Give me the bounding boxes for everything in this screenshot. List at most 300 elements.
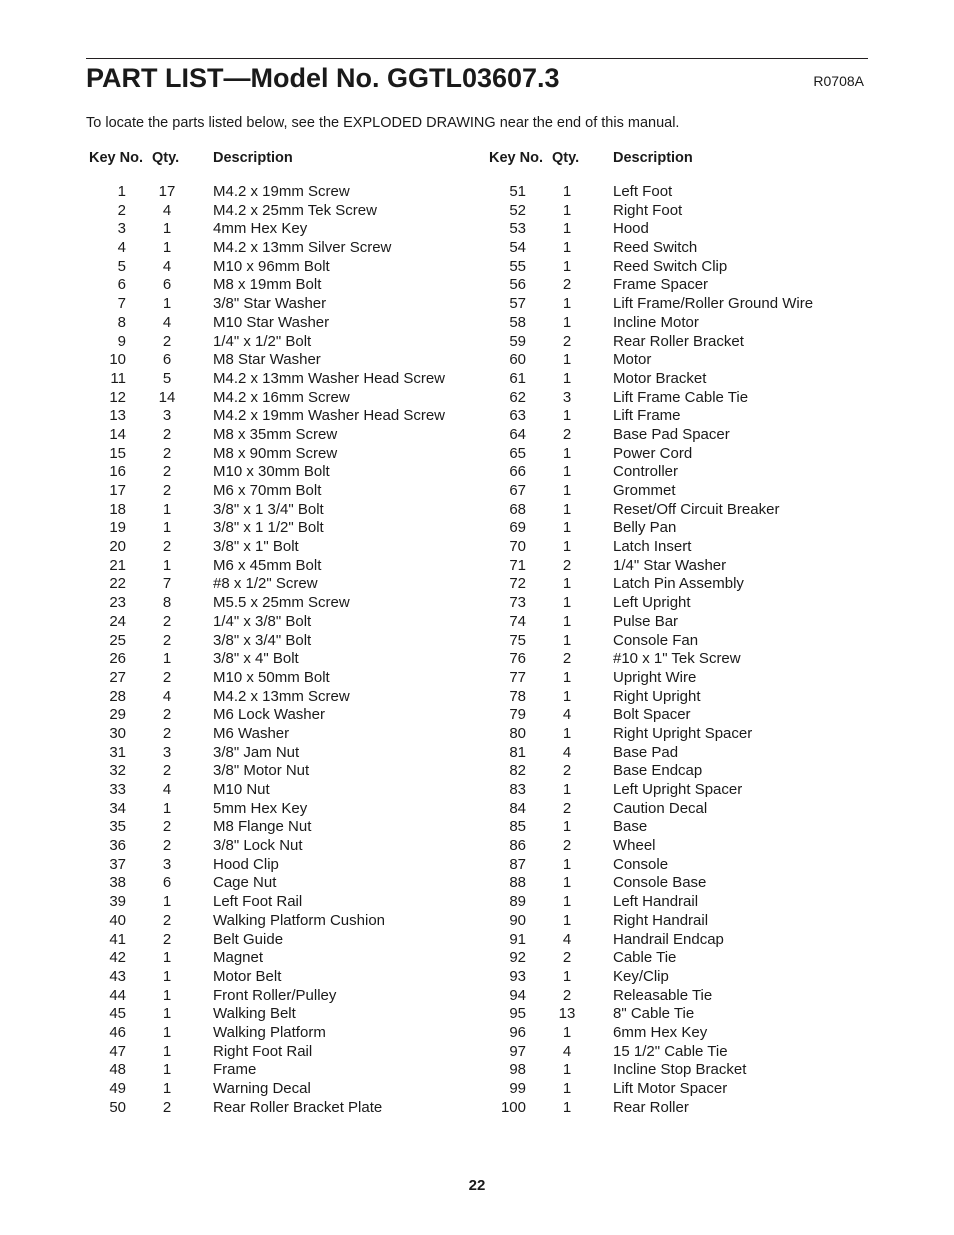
part-row: [400, 837, 880, 856]
part-quantity: 2: [162, 724, 172, 742]
part-description: Left Upright: [613, 594, 691, 612]
part-description: Motor Belt: [213, 967, 282, 985]
part-row: [400, 856, 880, 875]
part-quantity: 1: [162, 220, 172, 238]
part-key-number: 88: [509, 874, 526, 892]
part-description: M4.2 x 13mm Silver Screw: [213, 239, 392, 257]
intro-text: To locate the parts listed below, see the EXPLODED DRAWING near the end of this manual.: [86, 115, 680, 131]
part-description: #10 x 1" Tek Screw: [613, 650, 741, 668]
part-description: Base Endcap: [613, 762, 703, 780]
part-description: Controller: [613, 463, 679, 481]
part-description: Right Handrail: [613, 911, 709, 929]
part-key-number: 92: [509, 949, 526, 967]
part-quantity: 1: [162, 500, 172, 518]
part-key-number: 85: [509, 818, 526, 836]
part-description: 1/4" Star Washer: [613, 556, 727, 574]
part-row: [400, 987, 880, 1006]
part-key-number: 24: [109, 612, 126, 630]
part-quantity: 1: [562, 313, 572, 331]
part-description: M10 Nut: [213, 781, 270, 798]
part-quantity: 1: [162, 295, 172, 313]
part-quantity: 1: [562, 463, 572, 481]
part-row: [400, 463, 880, 482]
part-key-number: 76: [509, 650, 526, 668]
part-key-number: 40: [109, 911, 126, 929]
part-key-number: 60: [509, 351, 526, 369]
part-description: Reed Switch Clip: [613, 257, 728, 275]
part-description: Walking Belt: [213, 1005, 296, 1023]
part-quantity: 1: [562, 575, 572, 593]
part-quantity: 2: [162, 425, 172, 443]
part-description: M4.2 x 16mm Screw: [213, 388, 350, 406]
part-key-number: 90: [509, 911, 526, 929]
part-description: Cage Nut: [213, 874, 277, 892]
part-key-number: 18: [109, 500, 126, 518]
part-key-number: 77: [509, 668, 526, 686]
part-description: Rear Roller Bracket Plate: [213, 1098, 383, 1116]
part-key-number: 32: [109, 762, 126, 780]
part-description: 3/8" x 1 3/4" Bolt: [213, 500, 324, 518]
part-quantity: 3: [162, 743, 172, 761]
part-quantity: 2: [162, 444, 172, 462]
part-description: Lift Frame: [613, 407, 681, 425]
column-header-description: Description: [213, 150, 293, 166]
parts-list-right: [400, 183, 880, 1117]
part-description: Rear Roller Bracket: [613, 332, 744, 350]
part-key-number: 39: [109, 893, 126, 911]
column-header-key: Key No.: [489, 150, 543, 166]
part-key-number: 63: [509, 407, 526, 425]
part-quantity: 1: [562, 444, 572, 462]
part-description: Right Upright: [613, 687, 701, 705]
part-row: [400, 445, 880, 464]
part-quantity: 1: [562, 1098, 572, 1116]
part-quantity: 1: [162, 949, 172, 967]
part-quantity: 2: [162, 706, 172, 724]
part-description: Left Foot: [613, 183, 673, 200]
part-quantity: 1: [162, 1023, 172, 1041]
part-description: Key/Clip: [613, 967, 669, 985]
part-quantity: 14: [158, 388, 176, 406]
part-row: [400, 706, 880, 725]
part-row: [400, 370, 880, 389]
part-key-number: 37: [109, 855, 126, 873]
part-key-number: 58: [509, 313, 526, 331]
part-quantity: 1: [562, 668, 572, 686]
reference-code: R0708A: [813, 73, 864, 89]
part-quantity: 2: [162, 538, 172, 556]
part-quantity: 1: [162, 967, 172, 985]
part-row: [400, 874, 880, 893]
part-description: Reset/Off Circuit Breaker: [613, 500, 780, 518]
part-quantity: 1: [562, 519, 572, 537]
part-description: M8 Flange Nut: [213, 818, 312, 836]
part-key-number: 72: [509, 575, 526, 593]
part-key-number: 16: [109, 463, 126, 481]
part-description: Caution Decal: [613, 799, 708, 817]
part-key-number: 26: [109, 650, 126, 668]
part-key-number: 61: [509, 369, 526, 387]
part-row: [400, 239, 880, 258]
part-quantity: 1: [162, 519, 172, 537]
part-row: [400, 557, 880, 576]
part-quantity: 1: [562, 295, 572, 313]
part-key-number: 46: [109, 1023, 126, 1041]
part-description: Motor: [613, 351, 652, 369]
part-key-number: 43: [109, 967, 126, 985]
part-quantity: 4: [162, 201, 172, 219]
part-description: M6 Lock Washer: [213, 706, 325, 724]
part-description: M6 x 70mm Bolt: [213, 482, 322, 499]
part-quantity: 2: [162, 762, 172, 780]
part-description: Releasable Tie: [613, 986, 713, 1004]
part-description: Hood Clip: [213, 855, 279, 873]
part-quantity: 2: [562, 276, 572, 294]
part-description: Frame: [213, 1061, 257, 1079]
part-row: [400, 1024, 880, 1043]
part-description: #8 x 1/2" Screw: [213, 575, 318, 593]
part-description: M8 Star Washer: [213, 351, 321, 369]
part-quantity: 3: [162, 855, 172, 873]
part-quantity: 2: [562, 799, 572, 817]
part-key-number: 59: [509, 332, 526, 350]
part-key-number: 44: [109, 986, 126, 1004]
part-key-number: 75: [509, 631, 526, 649]
part-quantity: 2: [562, 762, 572, 780]
top-rule: [86, 58, 868, 59]
part-row: [400, 482, 880, 501]
part-description: Magnet: [213, 949, 264, 967]
part-description: M6 Washer: [213, 724, 290, 742]
part-key-number: 64: [509, 425, 526, 443]
part-key-number: 30: [109, 724, 126, 742]
part-quantity: 1: [562, 724, 572, 742]
part-description: 4mm Hex Key: [213, 220, 308, 238]
part-key-number: 25: [109, 631, 126, 649]
part-quantity: 2: [162, 612, 172, 630]
part-key-number: 56: [509, 276, 526, 294]
part-quantity: 8: [162, 594, 172, 612]
part-row: [400, 669, 880, 688]
part-key-number: 91: [509, 930, 526, 948]
part-key-number: 9: [117, 332, 126, 350]
part-description: Left Upright Spacer: [613, 781, 743, 798]
part-key-number: 81: [509, 743, 526, 761]
part-key-number: 12: [109, 388, 126, 406]
part-quantity: 17: [158, 183, 176, 200]
part-description: M8 x 35mm Screw: [213, 425, 338, 443]
part-quantity: 1: [562, 855, 572, 873]
page-number: 22: [468, 1177, 486, 1194]
part-quantity: 1: [562, 183, 572, 200]
part-key-number: 11: [110, 369, 126, 387]
part-description: M4.2 x 13mm Screw: [213, 687, 350, 705]
part-description: M10 x 96mm Bolt: [213, 257, 330, 275]
part-key-number: 23: [109, 594, 126, 612]
part-quantity: 2: [562, 986, 572, 1004]
part-description: Walking Platform Cushion: [213, 911, 386, 929]
part-quantity: 1: [562, 538, 572, 556]
part-key-number: 78: [509, 687, 526, 705]
part-quantity: 4: [162, 781, 172, 798]
part-key-number: 4: [117, 239, 126, 257]
part-key-number: 17: [109, 482, 126, 499]
part-row: [400, 1099, 880, 1118]
part-key-number: 38: [109, 874, 126, 892]
part-row: [400, 333, 880, 352]
part-description: Motor Bracket: [613, 369, 707, 387]
part-description: Right Upright Spacer: [613, 724, 753, 742]
part-description: Belt Guide: [213, 930, 284, 948]
part-key-number: 19: [109, 519, 126, 537]
part-key-number: 2: [117, 201, 126, 219]
part-quantity: 1: [562, 687, 572, 705]
part-description: Hood: [613, 220, 649, 238]
part-description: Bolt Spacer: [613, 706, 691, 724]
part-quantity: 1: [162, 986, 172, 1004]
part-key-number: 65: [509, 444, 526, 462]
part-quantity: 1: [562, 257, 572, 275]
part-quantity: 2: [162, 930, 172, 948]
part-description: Power Cord: [613, 444, 693, 462]
part-quantity: 1: [162, 1042, 172, 1060]
part-key-number: 83: [509, 781, 526, 798]
part-description: Handrail Endcap: [613, 930, 724, 948]
part-row: [400, 1043, 880, 1062]
part-description: Lift Frame/Roller Ground Wire: [613, 295, 814, 313]
part-key-number: 13: [109, 407, 126, 425]
part-row: [400, 295, 880, 314]
part-row: [400, 688, 880, 707]
part-description: 3/8" x 3/4" Bolt: [213, 631, 312, 649]
part-row: [400, 501, 880, 520]
part-key-number: 5: [117, 257, 126, 275]
part-row: [400, 202, 880, 221]
part-description: Rear Roller: [613, 1098, 689, 1116]
part-row: [400, 912, 880, 931]
part-description: 3/8" Jam Nut: [213, 743, 300, 761]
part-quantity: 1: [562, 1080, 572, 1097]
part-quantity: 1: [562, 893, 572, 911]
part-description: M4.2 x 19mm Screw: [213, 183, 350, 200]
part-key-number: 100: [500, 1098, 526, 1116]
part-quantity: 2: [162, 818, 172, 836]
part-quantity: 2: [162, 668, 172, 686]
part-description: Reed Switch: [613, 239, 698, 257]
part-key-number: 99: [509, 1080, 526, 1097]
part-description: Latch Insert: [613, 538, 692, 556]
part-row: [400, 183, 880, 202]
part-row: [400, 1005, 880, 1024]
part-quantity: 4: [162, 687, 172, 705]
part-key-number: 79: [509, 706, 526, 724]
part-quantity: 1: [562, 220, 572, 238]
part-quantity: 2: [162, 1098, 172, 1116]
part-description: 3/8" x 4" Bolt: [213, 650, 299, 668]
part-key-number: 34: [109, 799, 126, 817]
part-quantity: 1: [162, 893, 172, 911]
part-key-number: 50: [109, 1098, 126, 1116]
part-key-number: 80: [509, 724, 526, 742]
part-row: [400, 1080, 880, 1099]
part-key-number: 67: [509, 482, 526, 499]
part-key-number: 68: [509, 500, 526, 518]
part-quantity: 1: [562, 407, 572, 425]
part-quantity: 7: [162, 575, 172, 593]
part-key-number: 28: [109, 687, 126, 705]
column-header-qty: Qty.: [552, 150, 580, 166]
part-key-number: 45: [109, 1005, 126, 1023]
part-row: [400, 314, 880, 333]
part-key-number: 49: [109, 1080, 126, 1097]
part-key-number: 95: [509, 1005, 526, 1023]
part-row: [400, 575, 880, 594]
part-description: 3/8" Motor Nut: [213, 762, 310, 780]
part-quantity: 1: [162, 239, 172, 257]
part-key-number: 21: [109, 556, 126, 574]
part-quantity: 3: [562, 388, 572, 406]
part-key-number: 41: [109, 930, 126, 948]
part-description: Base Pad Spacer: [613, 425, 730, 443]
part-description: Pulse Bar: [613, 612, 679, 630]
part-description: Warning Decal: [213, 1080, 311, 1097]
part-key-number: 33: [109, 781, 126, 798]
part-description: Lift Motor Spacer: [613, 1080, 728, 1097]
part-row: [400, 1061, 880, 1080]
part-quantity: 1: [162, 1061, 172, 1079]
part-row: [400, 220, 880, 239]
part-row: [400, 632, 880, 651]
part-key-number: 10: [109, 351, 126, 369]
part-key-number: 22: [109, 575, 126, 593]
part-description: M4.2 x 19mm Washer Head Screw: [213, 407, 446, 425]
part-key-number: 6: [117, 276, 126, 294]
part-quantity: 1: [162, 556, 172, 574]
part-row: [400, 762, 880, 781]
part-quantity: 4: [162, 313, 172, 331]
part-key-number: 70: [509, 538, 526, 556]
part-description: Incline Motor: [613, 313, 699, 331]
part-description: 6mm Hex Key: [613, 1023, 708, 1041]
part-quantity: 2: [162, 911, 172, 929]
part-row: [400, 519, 880, 538]
part-key-number: 96: [509, 1023, 526, 1041]
part-quantity: 3: [162, 407, 172, 425]
part-quantity: 2: [162, 631, 172, 649]
part-key-number: 15: [109, 444, 126, 462]
part-description: Console Base: [613, 874, 707, 892]
part-key-number: 71: [509, 556, 526, 574]
part-key-number: 89: [509, 893, 526, 911]
part-description: Latch Pin Assembly: [613, 575, 744, 593]
part-description: Left Handrail: [613, 893, 699, 911]
part-quantity: 1: [562, 369, 572, 387]
part-quantity: 1: [562, 1023, 572, 1041]
part-key-number: 93: [509, 967, 526, 985]
part-description: 3/8" x 1 1/2" Bolt: [213, 519, 324, 537]
part-description: Frame Spacer: [613, 276, 709, 294]
part-quantity: 13: [558, 1005, 576, 1023]
part-key-number: 8: [117, 313, 126, 331]
part-description: M8 x 90mm Screw: [213, 444, 338, 462]
part-row: [400, 949, 880, 968]
part-description: M4.2 x 25mm Tek Screw: [213, 201, 377, 219]
part-key-number: 53: [509, 220, 526, 238]
part-description: 3/8" Star Washer: [213, 295, 327, 313]
part-quantity: 2: [162, 463, 172, 481]
part-description: Wheel: [613, 837, 656, 855]
part-description: Incline Stop Bracket: [613, 1061, 747, 1079]
part-description: M10 Star Washer: [213, 313, 330, 331]
part-row: [400, 725, 880, 744]
part-key-number: 1: [117, 183, 126, 200]
part-key-number: 31: [109, 743, 126, 761]
part-description: Walking Platform: [213, 1023, 326, 1041]
part-quantity: 1: [562, 631, 572, 649]
part-quantity: 1: [562, 967, 572, 985]
part-quantity: 6: [162, 874, 172, 892]
part-quantity: 1: [562, 1061, 572, 1079]
part-description: 3/8" Lock Nut: [213, 837, 303, 855]
part-key-number: 66: [509, 463, 526, 481]
part-row: [400, 258, 880, 277]
column-header-description: Description: [613, 150, 693, 166]
part-description: M5.5 x 25mm Screw: [213, 594, 350, 612]
part-row: [400, 781, 880, 800]
part-quantity: 1: [562, 239, 572, 257]
part-row: [400, 351, 880, 370]
part-quantity: 1: [562, 911, 572, 929]
part-description: 5mm Hex Key: [213, 799, 308, 817]
part-row: [400, 931, 880, 950]
part-key-number: 98: [509, 1061, 526, 1079]
part-key-number: 57: [509, 295, 526, 313]
part-key-number: 86: [509, 837, 526, 855]
part-key-number: 48: [109, 1061, 126, 1079]
part-description: Base: [613, 818, 648, 836]
part-quantity: 2: [562, 650, 572, 668]
part-quantity: 4: [162, 257, 172, 275]
part-quantity: 1: [562, 594, 572, 612]
page-title: PART LIST—Model No. GGTL03607.3: [86, 63, 560, 93]
part-quantity: 2: [562, 837, 572, 855]
part-key-number: 54: [509, 239, 526, 257]
part-key-number: 7: [117, 295, 126, 313]
part-quantity: 1: [162, 1080, 172, 1097]
part-key-number: 35: [109, 818, 126, 836]
part-quantity: 1: [562, 201, 572, 219]
part-description: M10 x 50mm Bolt: [213, 668, 330, 686]
part-row: [400, 800, 880, 819]
part-key-number: 97: [509, 1042, 526, 1060]
part-quantity: 2: [562, 949, 572, 967]
part-key-number: 29: [109, 706, 126, 724]
column-header-qty: Qty.: [152, 150, 180, 166]
part-key-number: 73: [509, 594, 526, 612]
part-quantity: 2: [562, 556, 572, 574]
part-description: Right Foot: [613, 201, 683, 219]
part-quantity: 1: [562, 874, 572, 892]
part-key-number: 42: [109, 949, 126, 967]
part-key-number: 74: [509, 612, 526, 630]
part-description: 15 1/2" Cable Tie: [613, 1042, 728, 1060]
part-key-number: 94: [509, 986, 526, 1004]
part-description: Base Pad: [613, 743, 679, 761]
part-quantity: 1: [562, 482, 572, 499]
part-quantity: 1: [162, 799, 172, 817]
part-quantity: 1: [562, 781, 572, 798]
part-quantity: 4: [562, 706, 572, 724]
